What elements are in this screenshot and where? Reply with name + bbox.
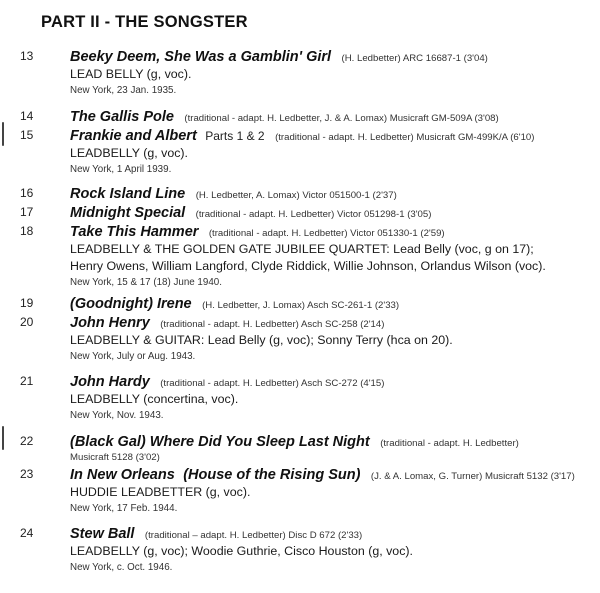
track-number: 23 — [20, 467, 34, 481]
track-number: 13 — [20, 49, 34, 63]
track-group-7 — [20, 524, 590, 575]
scan-edge-mark — [2, 426, 4, 450]
track-18 — [20, 222, 590, 241]
track-credit: (traditional - adapt. H. Ledbetter, J. & A. Lomax) Musicraft GM-509A (3'08) — [184, 113, 499, 124]
track-number: 14 — [20, 109, 34, 123]
track-group-5 — [20, 372, 590, 423]
track-credit: (traditional - adapt. H. Ledbetter) Victor 051330-1 (2'59) — [208, 228, 445, 239]
track-credit: (traditional – adapt. H. Ledbetter) Disc D 672 (2'33) — [144, 530, 363, 541]
track-21 — [20, 372, 590, 391]
track-number: 19 — [20, 296, 34, 310]
track-group-4 — [20, 294, 590, 364]
track-number: 21 — [20, 374, 34, 388]
track-credit: (H. Ledbetter) ARC 16687-1 (3'04) — [341, 53, 488, 64]
track-credit-continued: Musicraft 5128 (3'02) — [70, 452, 160, 463]
track-title: Take This Hammer — [70, 224, 199, 240]
recording-info: New York, 1 April 1939. — [70, 164, 172, 175]
track-credit: (J. & A. Lomax, G. Turner) Musicraft 5132 (3'17) — [370, 471, 575, 482]
performer-line: LEAD BELLY (g, voc). — [70, 67, 192, 81]
track-group-6 — [20, 432, 590, 516]
track-number: 24 — [20, 526, 34, 540]
track-subtitle: (House of the Rising Sun) — [183, 467, 361, 483]
track-credit: (traditional - adapt. H. Ledbetter) Musicraft GM-499K/A (6'10) — [275, 132, 535, 143]
track-number: 22 — [20, 434, 34, 448]
performer-line: LEADBELLY (g, voc). — [70, 146, 188, 160]
page-heading: PART II - THE SONGSTER — [41, 13, 248, 31]
track-group-3 — [20, 184, 590, 290]
track-credit: (traditional - adapt. H. Ledbetter) Asch SC-258 (2'14) — [160, 319, 385, 330]
track-credit: (traditional - adapt. H. Ledbetter) — [380, 438, 519, 449]
performer-line: LEADBELLY & GUITAR: Lead Belly (g, voc); Sonny Terry (hca on 20). — [70, 333, 453, 347]
track-credit: (H. Ledbetter, A. Lomax) Victor 051500-1 (2'37) — [195, 190, 397, 201]
track-20 — [20, 313, 590, 332]
recording-info: New York, 15 & 17 (18) June 1940. — [70, 277, 222, 288]
track-14 — [20, 107, 590, 126]
track-credit: (traditional - adapt. H. Ledbetter) Victor 051298-1 (3'05) — [195, 209, 432, 220]
track-title: (Black Gal) Where Did You Sleep Last Night — [70, 434, 370, 450]
track-number: 17 — [20, 205, 34, 219]
performer-line: HUDDIE LEADBETTER (g, voc). — [70, 485, 251, 499]
track-title: (Goodnight) Irene — [70, 296, 192, 312]
track-number: 18 — [20, 224, 34, 238]
track-title: Midnight Special — [70, 205, 186, 221]
track-17 — [20, 203, 590, 222]
track-group-1 — [20, 47, 590, 98]
track-credit: (traditional - adapt. H. Ledbetter) Asch SC-272 (4'15) — [160, 378, 385, 389]
performer-line: LEADBELLY & THE GOLDEN GATE JUBILEE QUARTET: Lead Belly (voc, g on 17); — [70, 242, 534, 256]
track-number: 16 — [20, 186, 34, 200]
track-title: In New Orleans — [70, 467, 175, 483]
track-title: Stew Ball — [70, 526, 135, 542]
track-title: The Gallis Pole — [70, 109, 174, 125]
performer-line: LEADBELLY (g, voc); Woodie Guthrie, Cisco Houston (g, voc). — [70, 544, 413, 558]
performer-line: Henry Owens, William Langford, Clyde Riddick, Willie Johnson, Orlandus Wilson (voc). — [70, 259, 546, 273]
recording-info: New York, 17 Feb. 1944. — [70, 503, 178, 514]
performer-line: LEADBELLY (concertina, voc). — [70, 392, 239, 406]
scan-edge-mark — [2, 122, 4, 146]
track-number: 15 — [20, 128, 34, 142]
track-group-2 — [20, 107, 590, 177]
track-23 — [20, 465, 590, 484]
track-number: 20 — [20, 315, 34, 329]
recording-info: New York, 23 Jan. 1935. — [70, 85, 177, 96]
track-title: Frankie and Albert — [70, 128, 197, 144]
track-credit: (H. Ledbetter, J. Lomax) Asch SC-261-1 (2'33) — [202, 300, 400, 311]
track-subtitle: Parts 1 & 2 — [205, 129, 265, 143]
track-24 — [20, 524, 590, 543]
track-title: John Hardy — [70, 374, 150, 390]
track-15 — [20, 126, 590, 145]
recording-info: New York, July or Aug. 1943. — [70, 351, 196, 362]
track-title: John Henry — [70, 315, 150, 331]
recording-info: New York, Nov. 1943. — [70, 410, 164, 421]
track-19 — [20, 294, 590, 313]
track-22 — [20, 432, 590, 451]
track-16 — [20, 184, 590, 203]
track-title: Rock Island Line — [70, 186, 186, 202]
track-13 — [20, 47, 590, 66]
recording-info: New York, c. Oct. 1946. — [70, 562, 173, 573]
track-title: Beeky Deem, She Was a Gamblin' Girl — [70, 49, 332, 65]
